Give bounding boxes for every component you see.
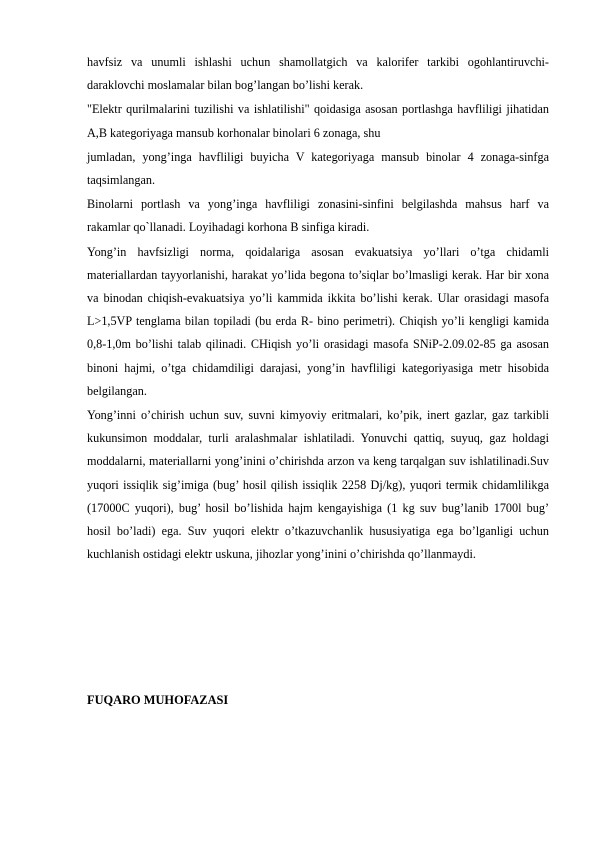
paragraph-ventilation: havfsiz va unumli ishlashi uchun shamollatgich va kalorifer tarkibi ogohlantiruvchi-daraklovchi moslamalar bilan bog’langan bo’lishi kerak.: [87, 55, 549, 93]
paragraph-zone-classification: Binolarni portlash va yong’inga havfliligi zonasini-sinfini belgilashda mahsus harf va rakamlar qo`llanadi. Loyihadagi korhona B sinfiga kiradi.: [87, 197, 549, 235]
paragraph-electrical-rules: "Elektr qurilmalarini tuzilishi va ishlatilishi" qoidasiga asosan portlashga havfliligi jihatidan A,B kategoriyaga mansub korhonalar binolari 6 zonaga, shu: [87, 102, 549, 140]
paragraph-extinguishing: Yong’inni o’chirish uchun suv, suvni kimyoviy eritmalari, ko’pik, inert gazlar, gaz tarkibli kukunsimon moddalar, turli aralashmalar ishlatiladi. Yonuvchi qattiq, suyuq, gaz holdagi moddalarni, materiallarni yong’inini o’chirishda arzon va keng tarqalgan suv ishlatilinadi.Suv yuqori issiqlik sig’imiga (bug’ hosil qilish issiqlik 2258 Dj/kg), yuqori termik chidamlilikga (17000C yuqori), bug’ hosil bo’lishida hajm kengayishiga (1 kg suv bug’lanib 1700l bug’ hosil bo’ladi) ega. Suv yuqori elektr o’tkazuvchanlik hususiyatiga ega bo’lganligi uchun kuchlanish ostidagi elektr uskuna, jihozlar yong’inini o’chirishda qo’llanmaydi.: [87, 408, 549, 562]
paragraph-evacuation: Yong’in havfsizligi norma, qoidalariga asosan evakuatsiya yo’llari o’tga chidamli materiallardan tayyorlanishi, harakat yo’lida begona to’siqlar bo’lmasligi kerak. Har bir xona va binodan chiqish-evakuatsiya yo’li kammida ikkita bo’lishi kerak. Ular orasidagi masofa L>1,5VP tenglama bilan topiladi (bu erda R- bino perimetri). Chiqish yo’li kengligi kamida 0,8-1,0m bo’lishi talab qilinadi. CHiqish yo’li orasidagi masofa SNiP-2.09.02-85 ga asosan binoni hajmi, o’tga chidamdiligi darajasi, yong’in havfliligi kategoriyasiga metr hisobida belgilangan.: [87, 244, 549, 398]
paragraph-fire-zones: jumladan, yong’inga havfliligi buyicha V kategoriyaga mansub binolar 4 zonaga-sinfga taqsimlangan.: [87, 149, 549, 188]
section-heading: FUQARO MUHOFAZASI: [87, 693, 229, 707]
document-page: [87, 51, 549, 707]
